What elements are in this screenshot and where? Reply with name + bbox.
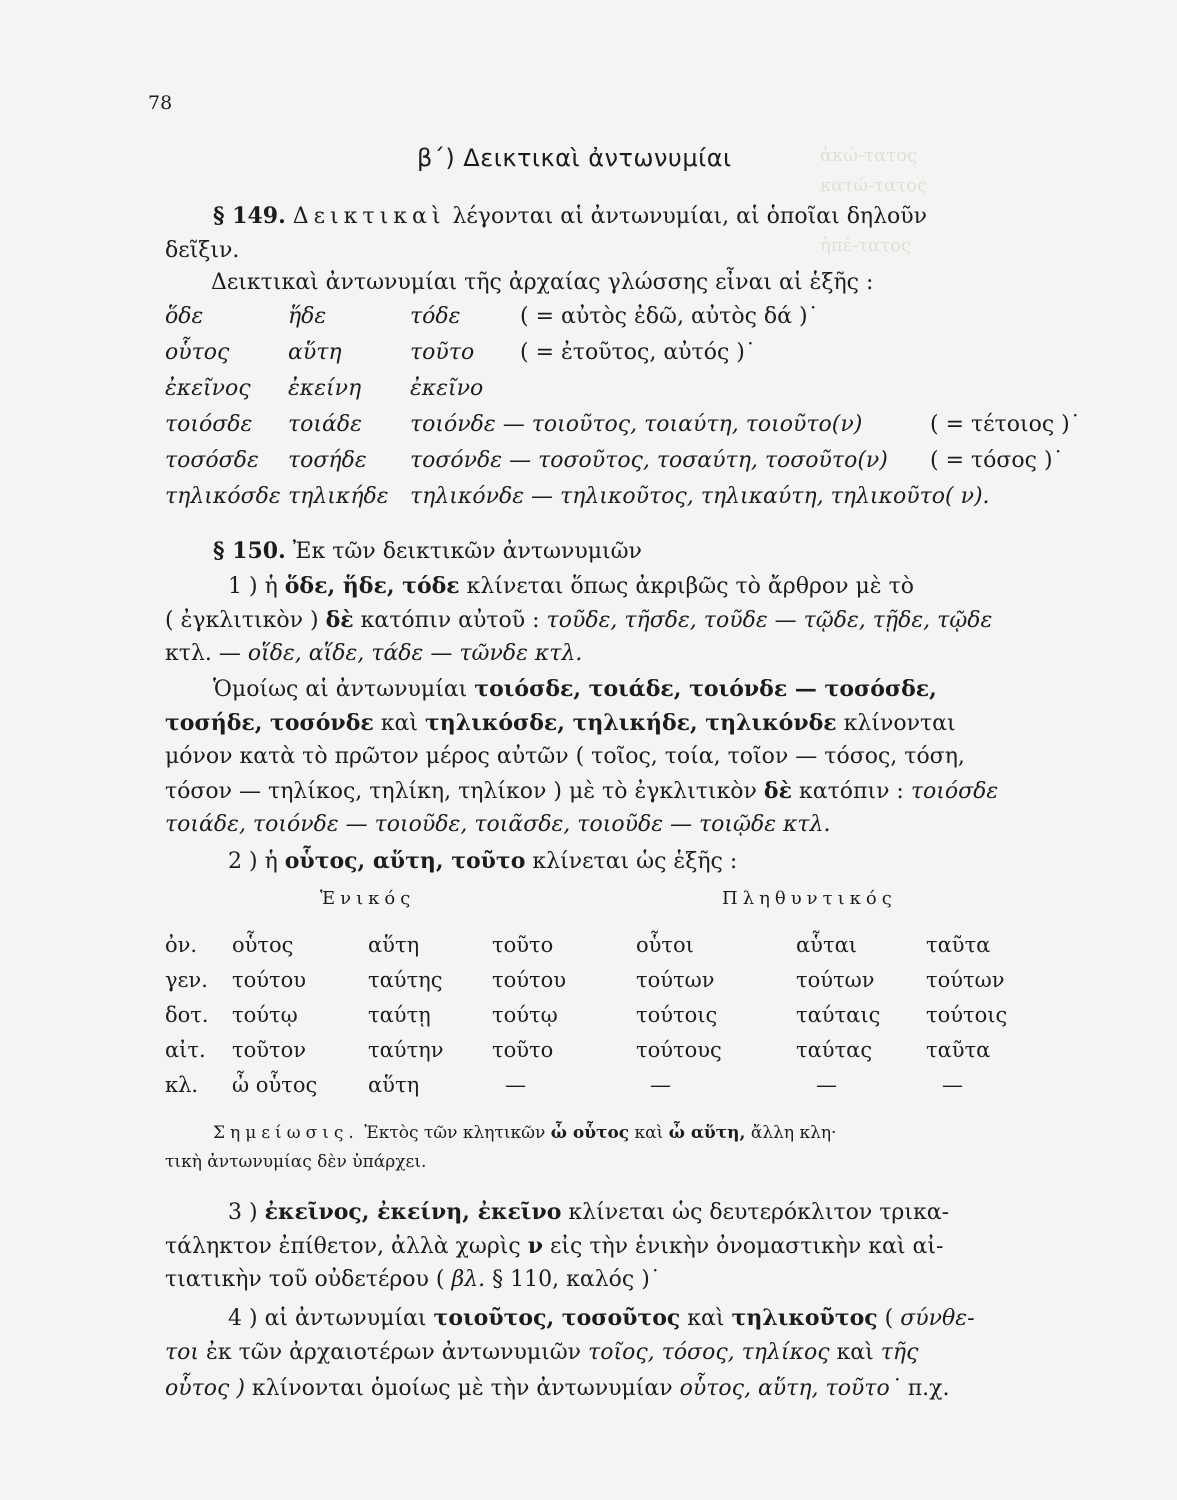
paragraph-line: τοσήδε, τοσόνδε καὶ τηλικόσδε, τηλικήδε, τηλικόνδε κλίνονται xyxy=(165,710,956,736)
table-cell: αὕτη xyxy=(368,1073,420,1097)
form-m: τηλικόσδε xyxy=(165,484,281,509)
table-cell: αὗται xyxy=(796,933,857,957)
table-cell: — xyxy=(650,1073,671,1097)
paragraph-line: 2 ) ἡ οὗτος, αὕτη, τοῦτο κλίνεται ὡς ἑξῆς : xyxy=(228,848,738,874)
table-cell: ταῦτα xyxy=(926,1038,991,1062)
table-cell: οὗτος xyxy=(232,933,294,957)
form-m: ἐκεῖνος xyxy=(165,376,251,401)
case-label: ὀν. xyxy=(165,933,198,957)
table-cell: τούτῳ xyxy=(492,1003,558,1027)
table-cell: τοῦτον xyxy=(232,1038,307,1062)
section-number: § 150. xyxy=(213,538,286,564)
form-f: τηλικήδε xyxy=(288,484,389,509)
form-n: τηλικόνδε — τηλικοῦτος, τηλικαύτη, τηλικοῦτο( ν). xyxy=(410,484,990,509)
form-note: ( = τόσος )˙ xyxy=(930,448,1064,473)
form-note: ( = τέτοιος )˙ xyxy=(930,412,1081,437)
paragraph-line: Δεικτικαὶ ἀντωνυμίαι τῆς ἀρχαίας γλώσσης εἶναι αἱ ἑξῆς : xyxy=(211,270,874,295)
table-cell: — xyxy=(505,1073,526,1097)
table-cell: τούτου xyxy=(492,968,567,992)
paragraph-line: 3 ) ἐκεῖνος, ἐκείνη, ἐκεῖνο κλίνεται ὡς δευτερόκλιτον τρικα- xyxy=(228,1199,950,1225)
form-m: οὗτος xyxy=(165,340,230,365)
form-f: ἐκείνη xyxy=(288,376,362,401)
table-cell: ταῦτα xyxy=(926,933,991,957)
table-cell: — xyxy=(942,1073,963,1097)
page-number: 78 xyxy=(148,92,173,114)
paragraph-line: τοιάδε, τοιόνδε — τοιοῦδε, τοιᾶσδε, τοιοῦδε — τοιῷδε κτλ. xyxy=(165,812,831,837)
section-heading: β΄) Δεικτικαὶ ἀντωνυμίαι xyxy=(417,144,732,172)
form-n: τοσόνδε — τοσοῦτος, τοσαύτη, τοσοῦτο(ν) xyxy=(410,448,888,473)
table-cell: — xyxy=(816,1073,837,1097)
table-cell: ταύτας xyxy=(796,1038,873,1062)
paragraph-line: τάληκτον ἐπίθετον, ἀλλὰ χωρὶς ν εἰς τὴν ἑνικὴν ὀνομαστικὴν καὶ αἰ- xyxy=(165,1233,944,1259)
table-cell: τούτων xyxy=(926,968,1005,992)
paragraph-line: ( ἐγκλιτικὸν ) δὲ κατόπιν αὐτοῦ : τοῦδε, τῆσδε, τοῦδε — τῷδε, τῇδε, τῷδε xyxy=(165,607,993,633)
form-m: τοσόσδε xyxy=(165,448,259,473)
table-cell: ταύτης xyxy=(368,968,443,992)
table-header-singular: Ἑνικός xyxy=(320,888,416,909)
note-label: Σημείωσις. xyxy=(213,1123,359,1143)
form-n: τόδε xyxy=(410,304,461,329)
table-cell: οὗτοι xyxy=(636,933,694,957)
table-cell: τούτου xyxy=(232,968,307,992)
paragraph-line: τοι ἐκ τῶν ἀρχαιοτέρων ἀντωνυμιῶν τοῖος, τόσος, τηλίκος καὶ τῆς xyxy=(165,1340,919,1365)
paragraph-149 xyxy=(213,203,927,229)
paragraph-line: κτλ. — οἵδε, αἵδε, τάδε — τῶνδε κτλ. xyxy=(165,641,583,666)
paragraph-line: δεῖξιν. xyxy=(165,238,240,263)
paragraph-line: μόνον κατὰ τὸ πρῶτον μέρος αὐτῶν ( τοῖος, τοία, τοῖον — τόσος, τόση, xyxy=(165,744,965,769)
table-cell: τούτων xyxy=(636,968,715,992)
table-header-plural: Πληθυντικός xyxy=(722,888,897,909)
table-cell: αὕτη xyxy=(368,933,420,957)
form-f: τοσήδε xyxy=(288,448,367,473)
table-cell: τούτους xyxy=(636,1038,722,1062)
table-cell: ταύταις xyxy=(796,1003,881,1027)
table-cell: τούτῳ xyxy=(232,1003,298,1027)
form-m: τοιόσδε xyxy=(165,412,253,437)
form-f: ἥδε xyxy=(288,304,327,329)
form-note: ( = αὐτὸς ἐδῶ, αὐτὸς δά )˙ xyxy=(520,304,819,329)
form-n: τοιόνδε — τοιοῦτος, τοιαύτη, τοιοῦτο(ν) xyxy=(410,412,863,437)
section-number: § 149. xyxy=(213,203,286,229)
case-label: αἰτ. xyxy=(165,1038,206,1062)
case-label: γεν. xyxy=(165,968,208,992)
paragraph-150 xyxy=(213,538,642,564)
bleed-through: κατώ-τατος xyxy=(820,175,928,196)
table-cell: ὦ οὗτος xyxy=(232,1073,318,1097)
paragraph-line: οὗτος ) κλίνονται ὁμοίως μὲ τὴν ἀντωνυμίαν οὗτος, αὕτη, τοῦτο˙ π.χ. xyxy=(165,1376,950,1401)
text: λέγονται αἱ ἀντωνυμίαι, αἱ ὁποῖαι δηλοῦν xyxy=(452,204,928,229)
form-note: ( = ἐτοῦτος, αὐτός )˙ xyxy=(520,340,756,365)
table-cell: τοῦτο xyxy=(492,1038,554,1062)
table-cell: τοῦτο xyxy=(492,933,554,957)
bleed-through: ἠπέ-τατος xyxy=(820,235,912,256)
table-cell: τούτοις xyxy=(636,1003,718,1027)
form-n: τοῦτο xyxy=(410,340,475,365)
form-m: ὅδε xyxy=(165,304,204,329)
paragraph-line: τόσον — τηλίκος, τηλίκη, τηλίκον ) μὲ τὸ ἐγκλιτικὸν δὲ κατόπιν : τοιόσδε xyxy=(165,778,999,804)
form-f: αὕτη xyxy=(288,340,342,365)
paragraph-line: 1 ) ἡ ὅδε, ἥδε, τόδε κλίνεται ὅπως ἀκριβῶς τὸ ἄρθρον μὲ τὸ xyxy=(228,573,915,599)
table-cell: ταύτῃ xyxy=(368,1003,431,1027)
text: Ἐκ τῶν δεικτικῶν ἀντωνυμιῶν xyxy=(292,539,642,564)
paragraph-line: τιατικὴν τοῦ οὐδετέρου ( βλ. § 110, καλός )˙ xyxy=(165,1267,661,1292)
bleed-through: ἀκώ-τατος xyxy=(820,145,918,166)
table-cell: τούτων xyxy=(796,968,875,992)
table-cell: ταύτην xyxy=(368,1038,444,1062)
paragraph-line: Ὁμοίως αἱ ἀντωνυμίαι τοιόσδε, τοιάδε, τοιόνδε — τοσόσδε, xyxy=(213,676,937,702)
form-f: τοιάδε xyxy=(288,412,362,437)
note: Σημείωσις. Ἐκτὸς τῶν κλητικῶν ὦ οὗτος καὶ ὦ αὕτη, ἄλλη κλη· xyxy=(213,1123,837,1143)
case-label: δοτ. xyxy=(165,1003,209,1027)
case-label: κλ. xyxy=(165,1073,199,1097)
table-cell: τούτοις xyxy=(926,1003,1008,1027)
form-n: ἐκεῖνο xyxy=(410,376,484,401)
term: Δεικτικαὶ xyxy=(292,204,446,229)
note-line: τικὴ ἀντωνυμίας δὲν ὑπάρχει. xyxy=(165,1152,427,1172)
paragraph-line: 4 ) αἱ ἀντωνυμίαι τοιοῦτος, τοσοῦτος καὶ τηλικοῦτος ( σύνθε- xyxy=(228,1305,975,1331)
